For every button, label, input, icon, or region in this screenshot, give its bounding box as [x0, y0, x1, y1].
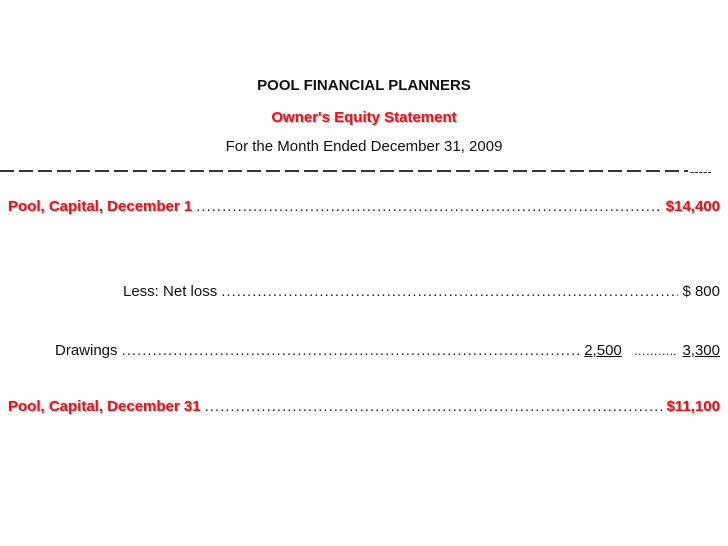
short-leader: ………..: [633, 344, 677, 358]
row-amount: $ 800: [682, 283, 720, 300]
statement-title: Owner's Equity Statement: [271, 109, 457, 126]
divider-tail: -----: [690, 163, 712, 179]
divider-rule: [0, 161, 728, 181]
dot-leader: [122, 342, 581, 359]
row-capital-start: [8, 198, 720, 215]
row-amount: 2,500: [584, 342, 622, 359]
row-label: Drawings: [55, 342, 118, 359]
row-label: Less: Net loss: [123, 283, 218, 300]
row-total: 3,300: [682, 342, 720, 359]
dot-leader: [221, 283, 678, 300]
row-net-loss: [123, 283, 720, 300]
row-capital-end: [8, 398, 720, 415]
statement-period: For the Month Ended December 31, 2009: [225, 138, 503, 155]
dot-leader: [196, 198, 662, 215]
divider-dashes: [0, 170, 688, 172]
row-label: Pool, Capital, December 1: [8, 198, 193, 215]
company-name: POOL FINANCIAL PLANNERS: [257, 77, 471, 94]
row-drawings: [55, 342, 720, 359]
dot-leader: [205, 398, 663, 415]
row-amount: $11,100: [666, 398, 720, 415]
row-amount: $14,400: [665, 198, 720, 215]
row-label: Pool, Capital, December 31: [8, 398, 201, 415]
